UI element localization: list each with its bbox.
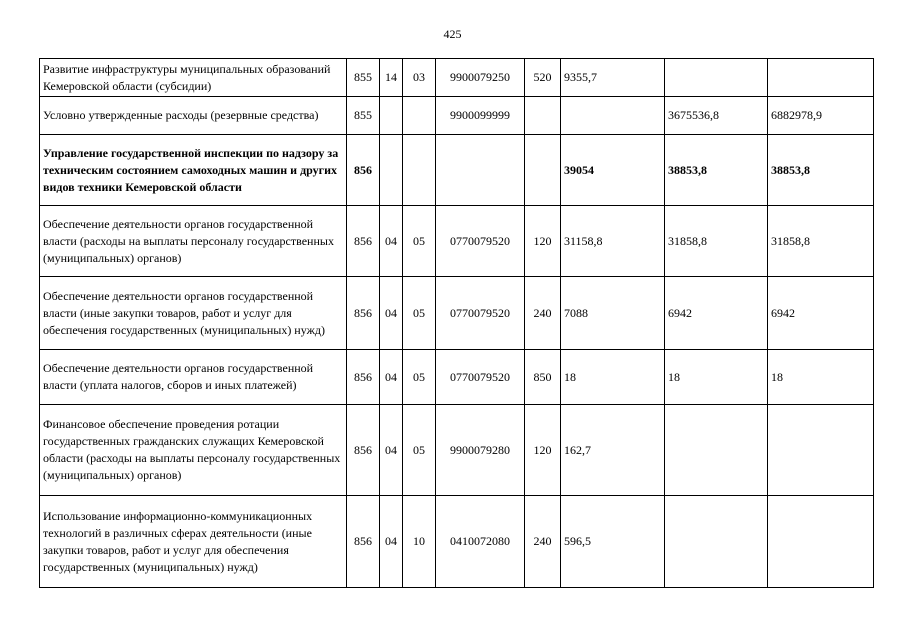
target-article-code: 9900079280 [436, 405, 525, 496]
subsection-code: 10 [403, 496, 436, 588]
expense-type-code: 520 [525, 59, 561, 97]
expense-description: Обеспечение деятельности органов государственной власти (иные закупки товаров, работ и услуг для обеспечения государственных (муниципальных) нужд) [40, 277, 347, 350]
amount-year-2: 38853,8 [665, 135, 768, 206]
amount-year-1: 7088 [561, 277, 665, 350]
amount-year-2 [665, 405, 768, 496]
expense-description: Финансовое обеспечение проведения ротации государственных гражданских служащих Кемеровской области (расходы на выплаты персоналу государственных (муниципальных) органов) [40, 405, 347, 496]
expense-description: Условно утвержденные расходы (резервные средства) [40, 97, 347, 135]
department-code: 855 [347, 97, 380, 135]
table-row [40, 135, 874, 206]
expense-description: Развитие инфраструктуры муниципальных образований Кемеровской области (субсидии) [40, 59, 347, 97]
table-row [40, 97, 874, 135]
target-article-code: 0770079520 [436, 350, 525, 405]
table-row [40, 350, 874, 405]
amount-year-2: 6942 [665, 277, 768, 350]
table-row [40, 405, 874, 496]
amount-year-3: 38853,8 [768, 135, 874, 206]
amount-year-1: 596,5 [561, 496, 665, 588]
expense-type-code: 850 [525, 350, 561, 405]
target-article-code: 0770079520 [436, 277, 525, 350]
subsection-code: 05 [403, 206, 436, 277]
table-row [40, 206, 874, 277]
section-code: 04 [380, 277, 403, 350]
page-number: 425 [443, 27, 462, 41]
amount-year-2 [665, 59, 768, 97]
department-code: 856 [347, 277, 380, 350]
department-code: 856 [347, 206, 380, 277]
expense-type-code [525, 97, 561, 135]
target-article-code: 0410072080 [436, 496, 525, 588]
section-code: 14 [380, 59, 403, 97]
department-code: 855 [347, 59, 380, 97]
amount-year-2: 31858,8 [665, 206, 768, 277]
subsection-code [403, 135, 436, 206]
subsection-code: 05 [403, 405, 436, 496]
department-code: 856 [347, 135, 380, 206]
section-code: 04 [380, 206, 403, 277]
amount-year-3: 31858,8 [768, 206, 874, 277]
amount-year-3 [768, 496, 874, 588]
expense-description: Использование информационно-коммуникационных технологий в различных сферах деятельности (иные закупки товаров, работ и услуг для обеспечения государственных (муниципальных) нужд) [40, 496, 347, 588]
amount-year-3: 6942 [768, 277, 874, 350]
department-code: 856 [347, 350, 380, 405]
amount-year-3: 18 [768, 350, 874, 405]
amount-year-1: 9355,7 [561, 59, 665, 97]
target-article-code [436, 135, 525, 206]
amount-year-2: 3675536,8 [665, 97, 768, 135]
amount-year-1: 162,7 [561, 405, 665, 496]
amount-year-3 [768, 59, 874, 97]
expense-description: Обеспечение деятельности органов государственной власти (уплата налогов, сборов и иных платежей) [40, 350, 347, 405]
table-row [40, 59, 874, 97]
amount-year-1: 39054 [561, 135, 665, 206]
expense-type-code: 240 [525, 277, 561, 350]
subsection-code: 03 [403, 59, 436, 97]
department-code: 856 [347, 405, 380, 496]
amount-year-2 [665, 496, 768, 588]
expense-description: Управление государственной инспекции по надзору за техническим состоянием самоходных машин и других видов техники Кемеровской области [40, 135, 347, 206]
subsection-code: 05 [403, 350, 436, 405]
amount-year-3: 6882978,9 [768, 97, 874, 135]
budget-table [39, 58, 874, 588]
expense-type-code: 120 [525, 206, 561, 277]
section-code [380, 97, 403, 135]
department-code: 856 [347, 496, 380, 588]
table-row [40, 277, 874, 350]
section-code [380, 135, 403, 206]
expense-type-code: 240 [525, 496, 561, 588]
target-article-code: 9900099999 [436, 97, 525, 135]
table-row [40, 496, 874, 588]
subsection-code: 05 [403, 277, 436, 350]
expense-type-code [525, 135, 561, 206]
expense-type-code: 120 [525, 405, 561, 496]
amount-year-2: 18 [665, 350, 768, 405]
section-code: 04 [380, 405, 403, 496]
section-code: 04 [380, 350, 403, 405]
target-article-code: 9900079250 [436, 59, 525, 97]
amount-year-1: 31158,8 [561, 206, 665, 277]
target-article-code: 0770079520 [436, 206, 525, 277]
amount-year-1: 18 [561, 350, 665, 405]
amount-year-3 [768, 405, 874, 496]
subsection-code [403, 97, 436, 135]
expense-description: Обеспечение деятельности органов государственной власти (расходы на выплаты персоналу государственных (муниципальных) органов) [40, 206, 347, 277]
amount-year-1 [561, 97, 665, 135]
section-code: 04 [380, 496, 403, 588]
